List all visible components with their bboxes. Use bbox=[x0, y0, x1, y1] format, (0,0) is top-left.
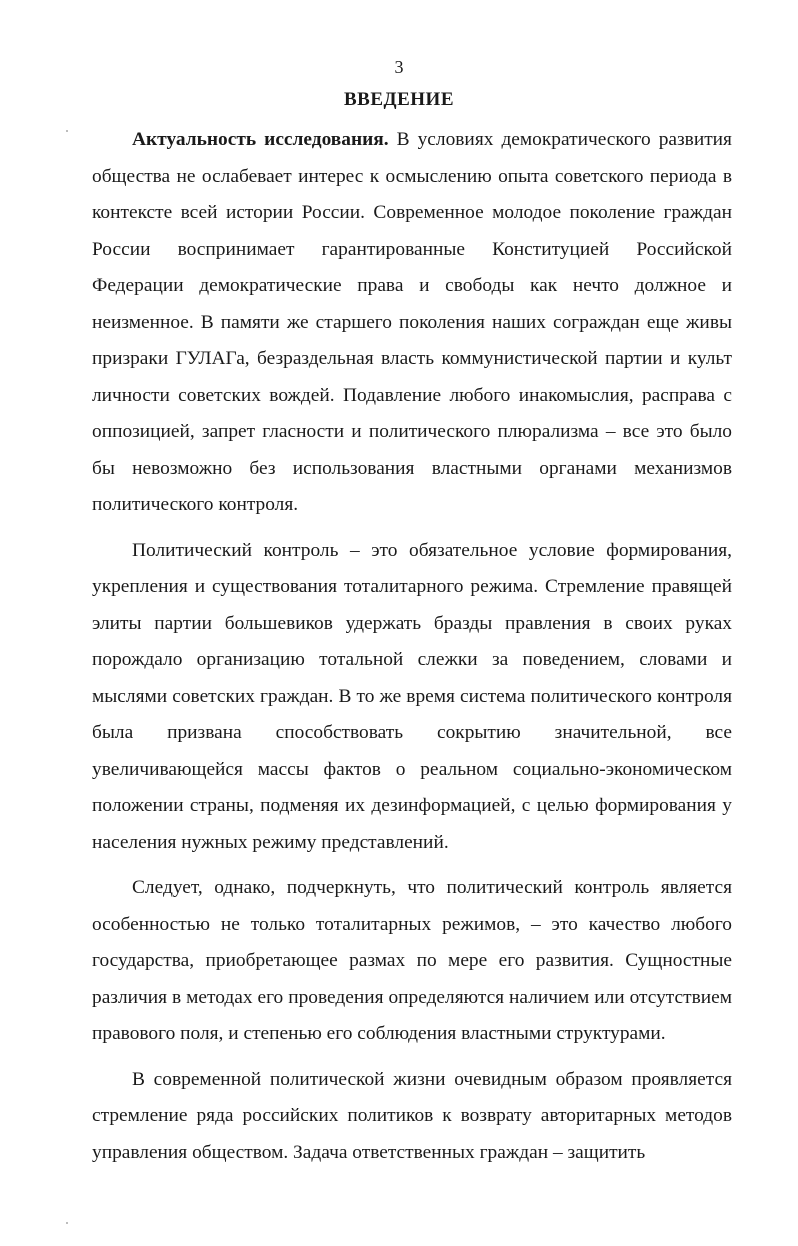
paragraph-relevance bbox=[92, 122, 732, 524]
body-text bbox=[92, 122, 732, 1171]
paragraph-lead: Актуальность исследования. bbox=[132, 129, 389, 150]
paragraph-text: В условиях демократического развития общества не ослабевает интерес к осмыслению опыта советского периода в контексте всей истории России. Современное молодое поколение граждан России воспринимает гарантированные Конституцией Российской Федерации демократические права и свободы как нечто должное и неизменное. В памяти же старшего поколения наших сограждан еще живы призраки ГУЛАГа, безраздельная власть коммунистической партии и культ личности советских вождей. Подавление любого инакомыслия, расправа с оппозицией, запрет гласности и политического плюрализма – все это было бы невозможно без использования властными органами механизмов политического контроля. bbox=[92, 129, 732, 515]
section-heading: ВВЕДЕНИЕ bbox=[344, 89, 454, 110]
paragraph-political-control: Политический контроль – это обязательное условие формирования, укрепления и существования тоталитарного режима. Стремление правящей элиты партии большевиков удержать бразды правления в своих руках порождало организацию тотальной слежки за поведением, словами и мыслями советских граждан. В то же время система политического контроля была призвана способствовать сокрытию значительной, все увеличивающейся массы фактов о реальном социально-экономическом положении страны, подменяя их дезинформацией, с целью формирования у населения нужных режиму представлений. bbox=[92, 539, 732, 853]
scan-speck bbox=[66, 130, 68, 132]
paragraph-state-quality: Следует, однако, подчеркнуть, что политический контроль является особенностью не только тоталитарных режимов, – это качество любого государства, приобретающее размах по мере его развития. Сущностные различия в методах его проведения определяются наличием или отсутствием правового поля, и степенью его соблюдения властными структурами. bbox=[92, 877, 732, 1044]
scan-speck bbox=[66, 1222, 68, 1224]
paragraph-modern-politics: В современной политической жизни очевидным образом проявляется стремление ряда российских политиков к возврату авторитарных методов управления обществом. Задача ответственных граждан – защитить bbox=[92, 1068, 732, 1163]
page-number: 3 bbox=[394, 57, 404, 77]
